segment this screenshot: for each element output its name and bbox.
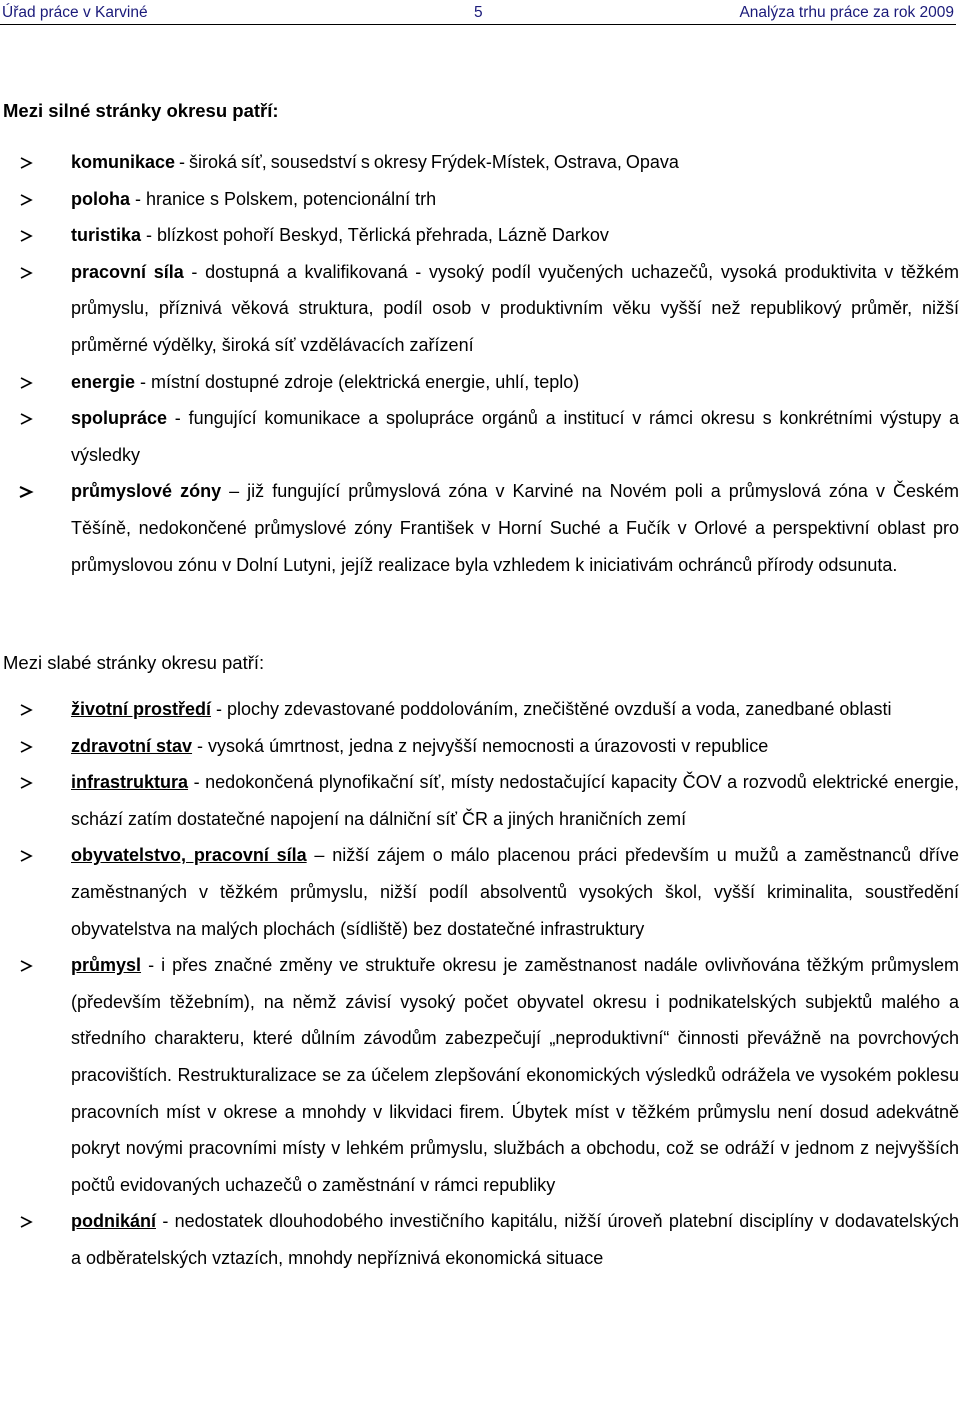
arrow-bullet-icon [18, 740, 36, 754]
list-item [0, 254, 960, 364]
weaknesses-list [0, 691, 960, 1277]
list-item [0, 364, 960, 401]
arrow-bullet-icon [18, 1215, 36, 1229]
strengths-heading: Mezi silné stránky okresu patří: [3, 100, 279, 121]
list-item [0, 837, 960, 947]
item-text: - nedostatek dlouhodobého investičního kapitálu, nižší úroveň platební disciplíny v dodavatelských a odběratelských vztazích, mnohdy nepříznivá ekonomická situace [71, 1211, 959, 1268]
list-item [0, 728, 960, 765]
strengths-list [0, 144, 960, 583]
item-term: životní prostředí [71, 699, 212, 719]
arrow-bullet-icon [18, 193, 36, 207]
item-text: – již fungující průmyslová zóna v Karviné na Novém poli a průmyslová zóna v Českém Těšíně, nedokončené průmyslové zóny František v Horní Suché a Fučík v Orlové a perspektivní oblast pro průmyslovou zónu v Dolní Lutyni, jejíž realizace byla vzhledem k iniciativám ochránců přírody odsunuta. [71, 481, 959, 575]
list-item [0, 144, 960, 181]
item-text: - fungující komunikace a spolupráce orgánů a institucí v rámci okresu s konkrétními výstupy a výsledky [71, 408, 959, 465]
item-text: – nižší zájem o málo placenou práci především u mužů a zaměstnanců dříve zaměstnaných v těžkém průmyslu, nižší podíl absolventů vysokých škol, vyšší kriminalita, soustředění obyvatelstva na malých plochách (sídliště) bez dostatečné infrastruktury [71, 845, 959, 939]
weaknesses-heading: Mezi slabé stránky okresu patří: [3, 652, 265, 673]
item-term: zdravotní stav [71, 735, 193, 756]
list-item [0, 691, 960, 728]
item-term: podnikání [71, 1211, 156, 1232]
arrow-bullet-icon [18, 266, 36, 280]
item-text: - i přes značné změny ve struktuře okresu je zaměstnanost nadále ovlivňována těžkým průmyslem (především těžebním), na němž závisí vysoký počet obyvatel okresu i podnikatelských subjektů malého a středního charakteru, které důlním závodům zabezpečují „neproduktivní“ činnosti převážně na povrchových pracovištích. Restrukturalizace se za účelem zlepšování ekonomických výsledků odrážela ve vysokém poklesu pracovních míst v okrese a mnohdy v likvidaci firem. Úbytek míst v těžkém průmyslu není dosud adekvátně pokryt novými pracovními místy v lehkém průmyslu, službách a obchodu, což se odráží v jednom z nejvyšších počtů evidovaných uchazečů o zaměstnání v rámci republiky [71, 955, 959, 1195]
item-text: - blízkost pohoří Beskyd, Těrlická přehrada, Lázně Darkov [141, 225, 609, 246]
arrow-bullet-icon [18, 229, 36, 243]
list-item [0, 1203, 960, 1276]
item-text: - místní dostupné zdroje (elektrická energie, uhlí, teplo) [135, 371, 580, 392]
item-term: turistika [71, 225, 142, 246]
arrow-bullet-icon [18, 376, 36, 390]
page-header [0, 4, 956, 25]
list-item [0, 181, 960, 218]
header-page-number: 5 [474, 4, 483, 21]
item-term: obyvatelstvo, pracovní síla [71, 845, 307, 866]
item-text: - široká síť, sousedství s okresy Frýdek-Místek, Ostrava, Opava [175, 152, 679, 172]
item-term: průmysl [71, 955, 142, 976]
item-term: spolupráce [71, 408, 168, 429]
list-item [0, 400, 960, 473]
arrow-bullet-icon [18, 156, 36, 170]
arrow-bullet-icon [18, 849, 36, 863]
header-report-title: Analýza trhu práce za rok 2009 [739, 4, 954, 21]
item-text: - vysoká úmrtnost, jedna z nejvyšší nemocnosti a úrazovosti v republice [192, 735, 769, 756]
item-text: - nedokončená plynofikační síť, místy nedostačující kapacity ČOV a rozvodů elektrické energie, schází zatím dostatečné napojení na dálniční síť ČR a jiných hraničních zemí [71, 772, 959, 829]
arrow-bullet-icon [18, 485, 36, 499]
item-term: průmyslové zóny [71, 481, 222, 502]
arrow-bullet-icon [18, 412, 36, 426]
list-item [0, 473, 960, 583]
item-text: - hranice s Polskem, potencionální trh [130, 188, 437, 209]
header-office-name: Úřad práce v Karviné [2, 4, 148, 21]
arrow-bullet-icon [18, 703, 36, 717]
arrow-bullet-icon [18, 776, 36, 790]
item-term: infrastruktura [71, 772, 189, 793]
item-text: - dostupná a kvalifikovaná - vysoký podíl vyučených uchazečů, vysoká produktivita v těžkém průmyslu, příznivá věková struktura, podíl osob v produktivním věku vyšší než republikový průměr, nižší průměrné výdělky, široká síť vzdělávacích zařízení [71, 261, 959, 355]
list-item [0, 217, 960, 254]
item-term: pracovní síla [71, 261, 184, 282]
item-text: - plochy zdevastované poddolováním, znečištěné ovzduší a voda, zanedbané oblasti [211, 699, 892, 719]
list-item [0, 947, 960, 1203]
item-term: poloha [71, 188, 130, 209]
list-item [0, 764, 960, 837]
item-term: energie [71, 371, 136, 392]
item-term: komunikace [71, 152, 176, 172]
arrow-bullet-icon [18, 959, 36, 973]
